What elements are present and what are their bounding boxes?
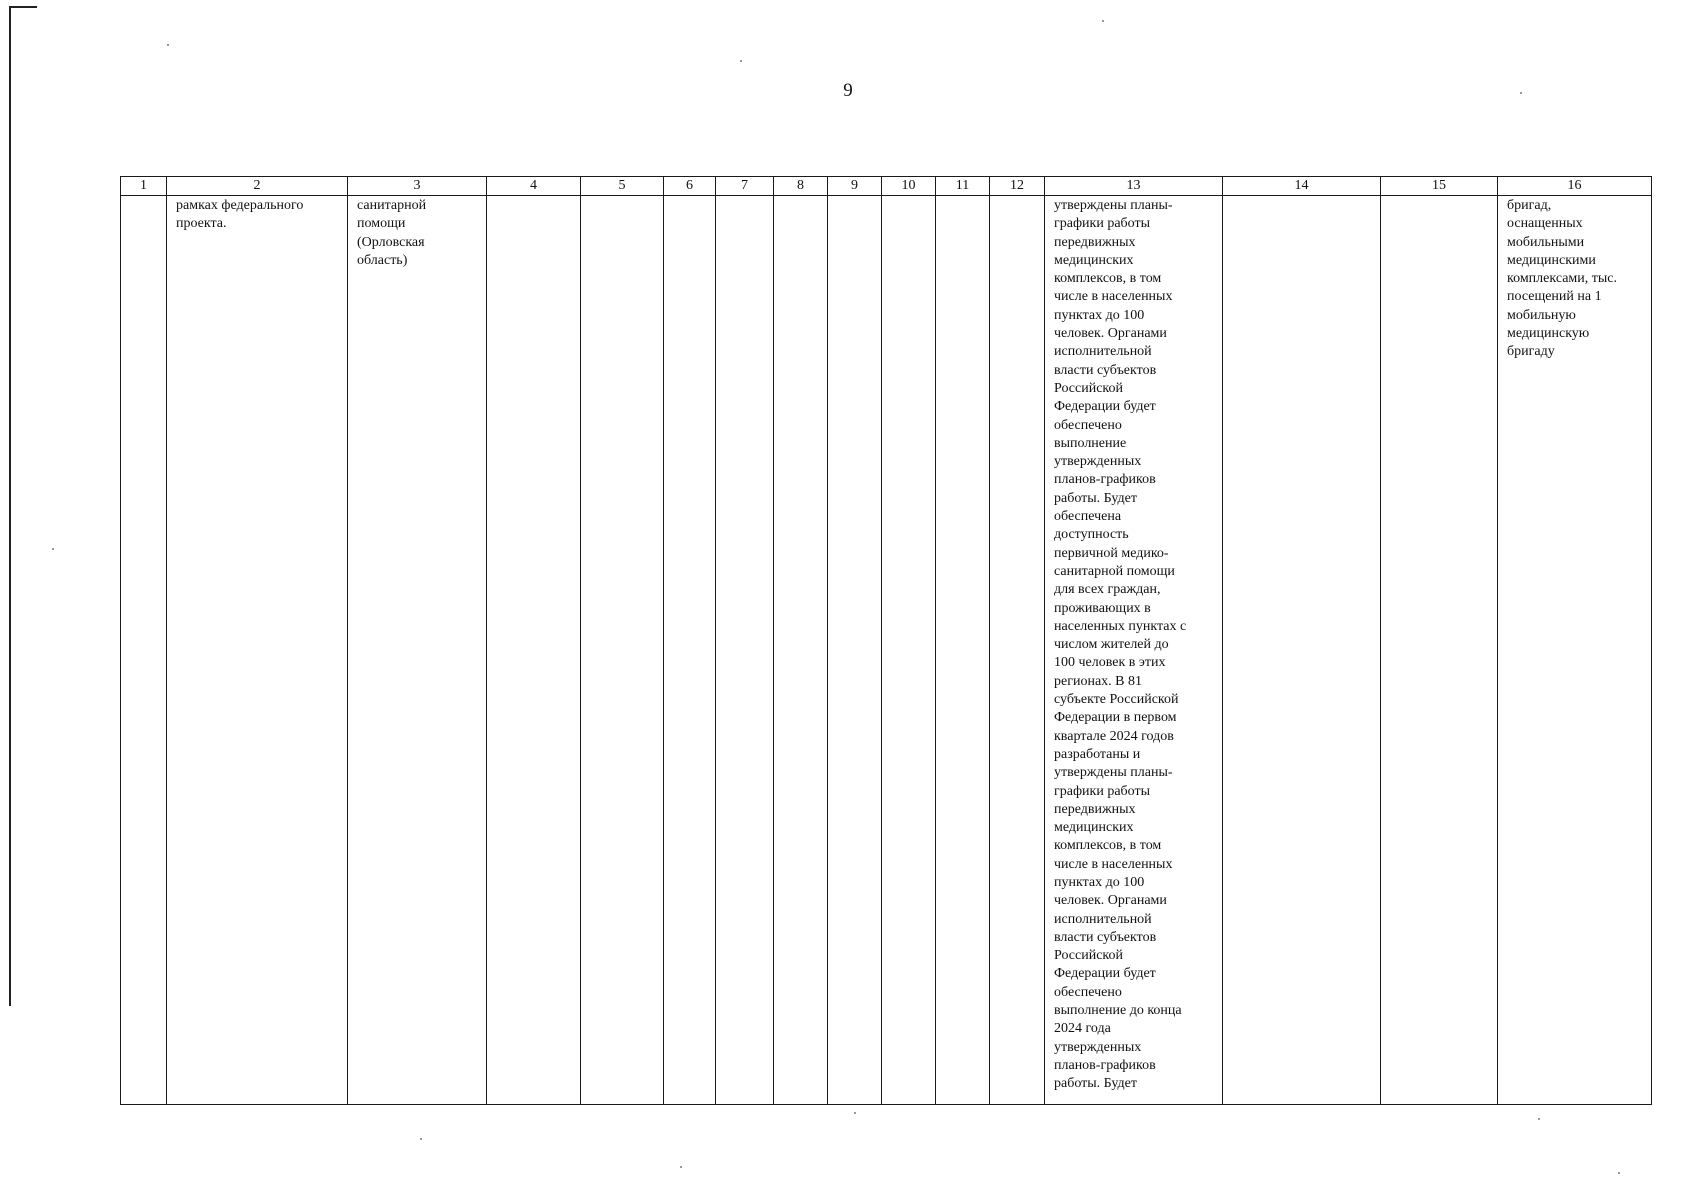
table-cell — [990, 196, 1045, 1105]
table-cell — [828, 196, 882, 1105]
scan-speck — [854, 1112, 856, 1114]
cell-text-col6 — [664, 196, 715, 1103]
scan-speck — [1538, 1118, 1540, 1120]
table-cell — [348, 196, 487, 1105]
column-header: 6 — [664, 177, 716, 196]
column-header: 16 — [1498, 177, 1652, 196]
column-header: 12 — [990, 177, 1045, 196]
column-header: 5 — [581, 177, 664, 196]
cell-text-col1 — [121, 196, 166, 1103]
scan-speck — [52, 548, 54, 550]
cell-text-col8 — [774, 196, 827, 1103]
cell-text-col2: рамках федерального проекта. — [176, 198, 304, 232]
column-header: 7 — [716, 177, 774, 196]
scan-speck — [167, 44, 169, 46]
table-cell — [1381, 196, 1498, 1105]
cell-text-col4 — [487, 196, 580, 1103]
table-cell — [121, 196, 167, 1105]
column-header: 3 — [348, 177, 487, 196]
table-cell — [774, 196, 828, 1105]
cell-text-col11 — [936, 196, 989, 1103]
scan-speck — [740, 60, 742, 62]
column-header: 2 — [167, 177, 348, 196]
table-cell — [167, 196, 348, 1105]
table-cell — [581, 196, 664, 1105]
cell-text-col10 — [882, 196, 935, 1103]
report-table — [120, 176, 1652, 1105]
cell-text-col3: санитарной помощи (Орловская область) — [357, 198, 427, 268]
scan-border-left — [9, 6, 11, 1006]
cell-text-col13: утверждены планы- графики работы передвижных медицинских комплексов, в том числе в населенных пунктах до 100 человек. Органами исполнительной власти субъектов Российской Федерации будет обеспечено выполнение утвержденных планов-графиков работы. Будет обеспечена доступность первичной медико- санитарной помощи для всех граждан, проживающих в населенных пунктах с числом жителей до 100 человек в этих регионах. В 81 субъекте Российской Федерации в первом квартале 2024 годов разработаны и утверждены планы- графики работы передвижных медицинских комплексов, в том числе в населенных пунктах до 100 человек. Органами исполнительной власти субъектов Российской Федерации будет обеспечено выполнение до конца 2024 года утвержденных планов-графиков работы. Будет — [1054, 198, 1187, 1092]
column-header: 9 — [828, 177, 882, 196]
column-header: 8 — [774, 177, 828, 196]
table-cell — [664, 196, 716, 1105]
cell-text-col9 — [828, 196, 881, 1103]
column-header: 10 — [882, 177, 936, 196]
cell-text-col16: бригад, оснащенных мобильными медицинскими комплексами, тыс. посещений на 1 мобильную медицинскую бригаду — [1507, 198, 1618, 360]
table-row — [121, 196, 1652, 1105]
table-cell — [1498, 196, 1652, 1105]
cell-text-col14 — [1223, 196, 1380, 1103]
scan-speck — [1520, 92, 1522, 94]
table-cell — [1045, 196, 1223, 1105]
header-row — [121, 177, 1652, 196]
table-cell — [487, 196, 581, 1105]
cell-text-col12 — [990, 196, 1044, 1103]
scan-border-top — [9, 6, 37, 8]
scan-speck — [1618, 1172, 1620, 1174]
column-header: 15 — [1381, 177, 1498, 196]
scan-speck — [420, 1138, 422, 1140]
scan-speck — [1102, 20, 1104, 22]
column-header: 4 — [487, 177, 581, 196]
column-header: 13 — [1045, 177, 1223, 196]
table-cell — [882, 196, 936, 1105]
cell-text-col15 — [1381, 196, 1497, 1103]
page-number: 9 — [843, 80, 853, 101]
column-header: 11 — [936, 177, 990, 196]
cell-text-col5 — [581, 196, 663, 1103]
table-cell — [1223, 196, 1381, 1105]
scan-speck — [680, 1166, 682, 1168]
column-header: 14 — [1223, 177, 1381, 196]
table-cell — [716, 196, 774, 1105]
cell-text-col7 — [716, 196, 773, 1103]
column-header: 1 — [121, 177, 167, 196]
table-cell — [936, 196, 990, 1105]
